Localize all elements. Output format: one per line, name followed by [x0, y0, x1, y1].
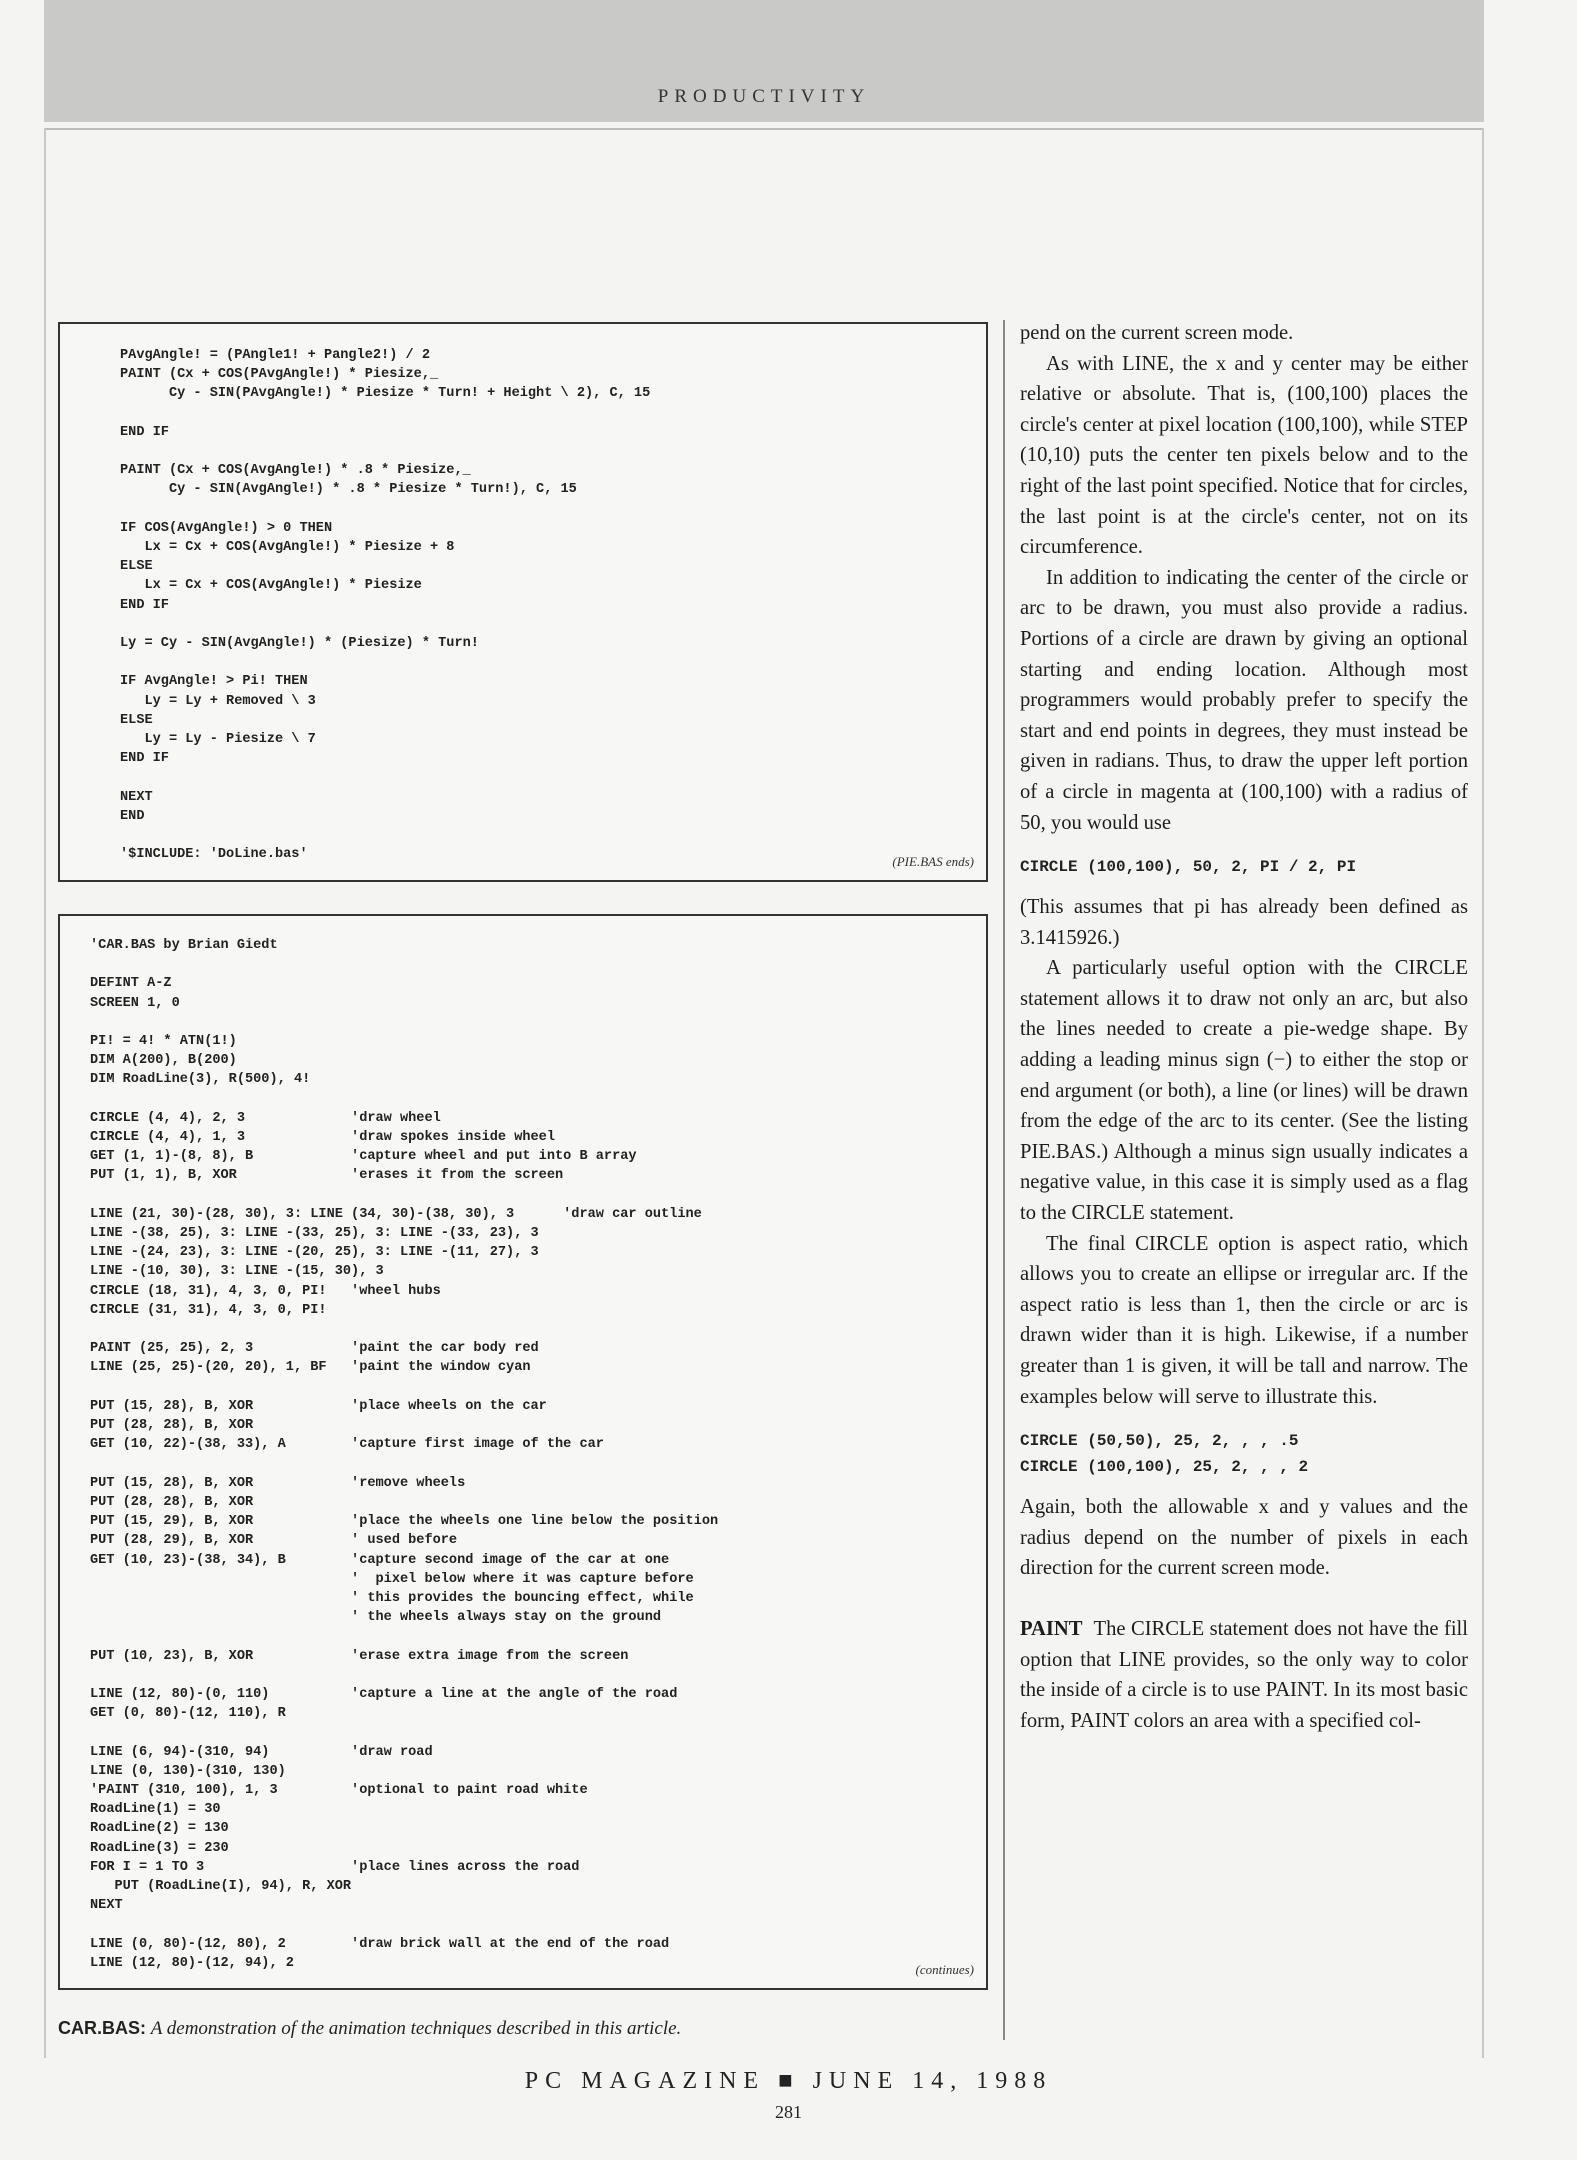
article-paragraph: Again, both the allowable x and y values and the radius depend on the number of pixels in each direction for the current screen mode. [1020, 1496, 1468, 1580]
caption-label: CAR.BAS: [58, 2018, 146, 2038]
article-paragraph: (This assumes that pi has already been defined as 3.1415926.) [1020, 896, 1468, 949]
caption-text: A demonstration of the animation techniques described in this article. [150, 2018, 682, 2039]
header-band [44, 0, 1484, 122]
article-paragraph: A particularly useful option with the CIRCLE statement allows it to draw not only an arc, but also the lines needed to create a pie-wedge shape. By adding a leading minus sign (−) to either the stop or end argument (or both), a line (or lines) will be drawn from the edge of the arc to its center. (See the listing PIE.BAS.) Although a minus sign usually indicates a negative value, in this case it is simply used as a flag to the CIRCLE statement. [1020, 957, 1468, 1225]
paint-text: The CIRCLE statement does not have the fill option that LINE provides, so the only way to color the inside of a circle is to use PAINT. In its most basic form, PAINT colors an area with a specified col- [1020, 1617, 1469, 1732]
right-rule [1482, 128, 1484, 2058]
pie-listing-code: PAvgAngle! = (PAngle1! + Pangle2!) / 2 PAINT (Cx + COS(PAvgAngle!) * Piesize,_ Cy - SIN(PAvgAngle!) * Piesize * Turn! + Height \ 2), C, 15 END IF PAINT (Cx + COS(AvgAngle!) * .8 * Piesize,_ Cy - SIN(AvgAngle!) * .8 * Piesize * Turn!), C, 15 IF COS(AvgAngle!) > 0 THEN Lx = Cx + COS(AvgAngle!) * Piesize + 8 ELSE Lx = Cx + COS(AvgAngle!) * Piesize END IF Ly = Cy - SIN(AvgAngle!) * (Piesize) * Turn! IF AvgAngle! > Pi! THEN Ly = Ly + Removed \ 3 ELSE Ly = Ly - Piesize \ 7 END IF NEXT END '$INCLUDE: 'DoLine.bas' [120, 348, 651, 863]
car-listing-continues-note: (continues) [915, 1962, 974, 1977]
car-listing-code: 'CAR.BAS by Brian Giedt DEFINT A-Z SCREEN 1, 0 PI! = 4! * ATN(1!) DIM A(200), B(200) DIM RoadLine(3), R(500), 4! CIRCLE (4, 4), 2, 3 'draw wheel CIRCLE (4, 4), 1, 3 'draw spokes inside wheel GET (1, 1)-(8, 8), B 'capture wheel and put into B array PUT (1, 1), B, XOR 'erases it from the screen LINE (21, 30)-(28, 30), 3: LINE (34, 30)-(38, 30), 3 'draw car outline LINE -(38, 25), 3: LINE -(33, 25), 3: LINE -(33, 23), 3 LINE -(24, 23), 3: LINE -(20, 25), 3: LINE -(11, 27), 3 LINE -(10, 30), 3: LINE -(15, 30), 3 CIRCLE (18, 31), 4, 3, 0, PI! 'wheel hubs CIRCLE (31, 31), 4, 3, 0, PI! PAINT (25, 25), 2, 3 'paint the car body red LINE (25, 25)-(20, 20), 1, BF 'paint the window cyan PUT (15, 28), B, XOR 'place wheels on the car PUT (28, 28), B, XOR GET (10, 22)-(38, 33), A 'capture first image of the car PUT (15, 28), B, XOR 'remove wheels PUT (28, 28), B, XOR PUT (15, 29), B, XOR 'place the wheels one line below the position PUT (28, 29), B, XOR ' used before GET (10, 23)-(38, 34), B 'capture second image of the car at one ' pixel below where it was capture before ' this provides the bouncing effect, while ' the wheels always stay on the ground PUT (10, 23), B, XOR 'erase extra image from the screen LINE (12, 80)-(0, 110) 'capture a line at the angle of the road GET (0, 80)-(12, 110), R LINE (6, 94)-(310, 94) 'draw road LINE (0, 130)-(310, 130) 'PAINT (310, 100), 1, 3 'optional to paint road white RoadLine(1) = 30 RoadLine(2) = 130 RoadLine(3) = 230 FOR I = 1 TO 3 'place lines across the road PUT (RoadLine(I), 94), R, XOR NEXT LINE (0, 80)-(12, 80), 2 'draw brick wall at the end of the road LINE (12, 80)-(12, 94), 2 [90, 938, 719, 1971]
article-paragraph: The final CIRCLE option is aspect ratio, which allows you to create an ellipse or irregular arc. If the aspect ratio is less than 1, then the circle or arc is drawn wider than it is high. Likewise, if a number greater than 1 is given, it will be tall and narrow. The examples below will serve to illustrate this. [1020, 1232, 1468, 1408]
pie-listing-end-note: (PIE.BAS ends) [892, 854, 974, 869]
paint-subhead: PAINT [1020, 1617, 1083, 1640]
article-column [1020, 318, 1468, 1736]
section-label: PRODUCTIVITY [657, 86, 871, 107]
left-rule [44, 128, 46, 2058]
article-paragraph: As with LINE, the x and y center may be either relative or absolute. That is, (100,100) places the circle's center at pixel location (100,100), while STEP (10,10) puts the center ten pixels below and to the right of the last point specified. Notice that for circles, the last point is at the circle's center, not on its circumference. [1020, 352, 1468, 559]
car-listing-box [58, 914, 988, 1990]
page-number: 281 [775, 2102, 802, 2122]
top-rule [44, 128, 1484, 130]
code-example-aspect: CIRCLE (50,50), 25, 2, , , .5 CIRCLE (100,100), 25, 2, , , 2 [1020, 1432, 1309, 1477]
footer-magazine: PC MAGAZINE ■ JUNE 14, 1988 [524, 2068, 1053, 2094]
article-paragraph: In addition to indicating the center of the circle or arc to be drawn, you must also provide a radius. Portions of a circle are drawn by giving an optional starting and ending location. Although most programmers would probably prefer to specify the start and end points in degrees, they must instead be given in radians. Thus, to draw the upper left portion of a circle in magenta at (100,100) with a radius of 50, you would use [1020, 566, 1468, 834]
code-example-arc: CIRCLE (100,100), 50, 2, PI / 2, PI [1020, 858, 1357, 877]
listing-caption [58, 2018, 988, 2040]
article-paragraph: pend on the current screen mode. [1020, 322, 1294, 344]
pie-listing-box [58, 322, 988, 882]
column-divider [1003, 320, 1005, 2040]
article-paragraph-paint [1020, 1614, 1468, 1736]
